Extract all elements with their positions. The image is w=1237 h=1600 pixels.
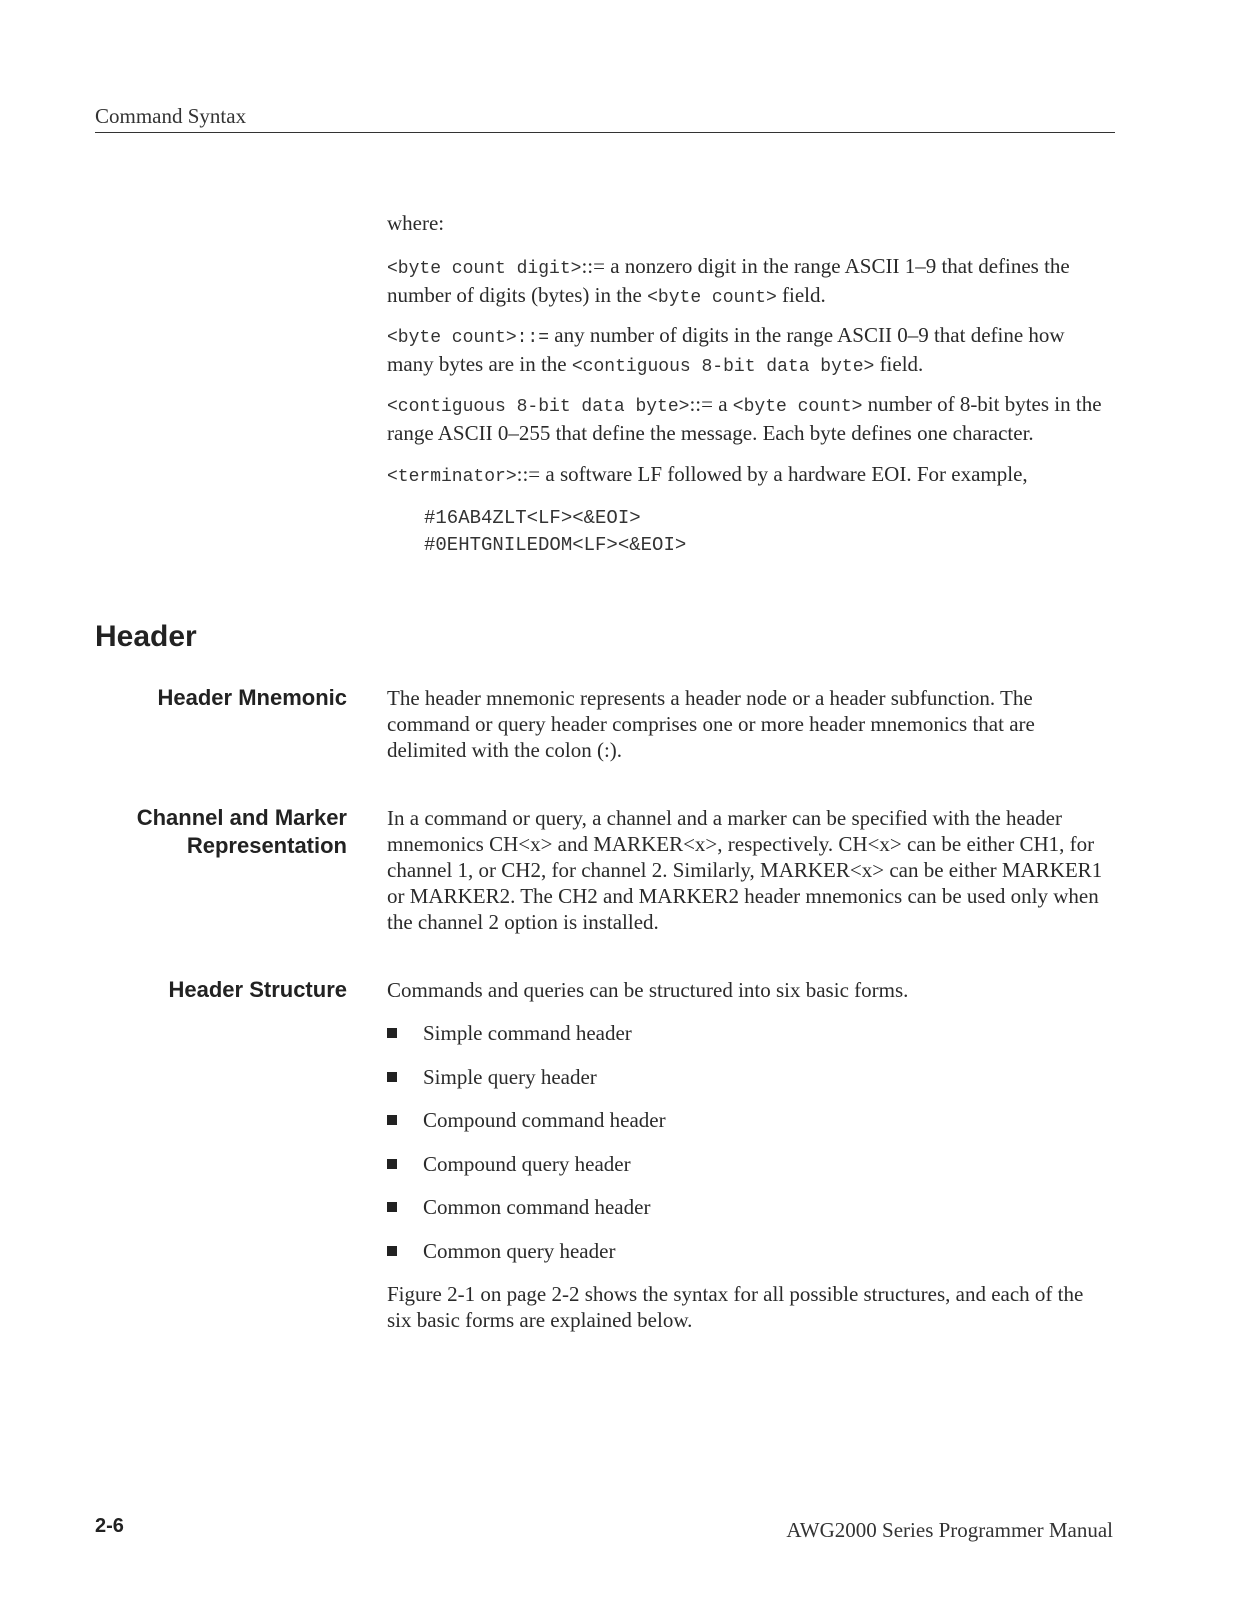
- list-item: Common command header: [387, 1194, 650, 1220]
- bullet-square-icon: [387, 1202, 397, 1212]
- section-title: Header: [95, 620, 197, 653]
- def-text: a nonzero digit in the range ASCII 1–9 that defines the number of digits (bytes) in the: [387, 254, 1070, 307]
- def-contiguous-byte: [387, 391, 1112, 446]
- list-item: Compound command header: [387, 1107, 666, 1133]
- bullet-square-icon: [387, 1028, 397, 1038]
- bullet-square-icon: [387, 1072, 397, 1082]
- bullet-square-icon: [387, 1246, 397, 1256]
- list-item: Compound query header: [387, 1151, 631, 1177]
- def-term-ref: <byte count>: [647, 288, 777, 308]
- code-example-1: #16AB4ZLT<LF><&EOI>: [424, 507, 641, 529]
- def-term: <terminator>: [387, 467, 517, 487]
- list-item: Common query header: [387, 1238, 615, 1264]
- def-terminator: [387, 461, 1112, 490]
- def-text: a software LF followed by a hardware EOI. For example,: [540, 462, 1028, 486]
- channel-marker-label-line2: Representation: [186, 833, 347, 858]
- manual-title: AWG2000 Series Programmer Manual: [786, 1518, 1113, 1542]
- channel-marker-label: [137, 804, 347, 860]
- def-text-end: number of 8-bit bytes in the range ASCII 0–255 that define the message. Each byte defines one character.: [387, 392, 1102, 445]
- bullet-square-icon: [387, 1115, 397, 1125]
- def-term: <contiguous 8-bit data byte>: [387, 397, 690, 417]
- def-text: any number of digits in the range ASCII 0–9 that define how many bytes are in the: [387, 323, 1065, 376]
- channel-marker-label-line1: Channel and Marker: [136, 805, 347, 830]
- def-term: <byte count digit>: [387, 259, 582, 279]
- header-structure-outro: Figure 2-1 on page 2-2 shows the syntax for all possible structures, and each of the six basic forms are explained below.: [387, 1282, 1084, 1332]
- channel-marker-text: In a command or query, a channel and a marker can be specified with the header mnemonics CH<x> and MARKER<x>, respectively. CH<x> can be either CH1, for channel 1, or CH2, for channel 2. Similarly, MARKER<x> can be either MARKER1 or MARKER2. The CH2 and MARKER2 header mnemonics can be used only when the channel 2 option is installed.: [387, 806, 1103, 934]
- def-term-ref: <contiguous 8-bit data byte>: [571, 357, 875, 377]
- def-text: a: [712, 392, 733, 416]
- list-item: Simple command header: [387, 1020, 632, 1046]
- def-text-end: field.: [776, 283, 826, 307]
- def-op: ::=: [516, 328, 550, 348]
- code-example-2: #0EHTGNILEDOM<LF><&EOI>: [424, 534, 687, 556]
- list-item: Simple query header: [387, 1064, 597, 1090]
- def-term: <byte count>: [387, 328, 517, 348]
- def-op: ::=: [689, 392, 713, 416]
- bullet-square-icon: [387, 1159, 397, 1169]
- where-label: where:: [387, 211, 445, 235]
- running-head: Command Syntax: [95, 104, 1115, 133]
- def-byte-count: [387, 322, 1112, 380]
- def-op: ::=: [581, 254, 605, 278]
- def-byte-count-digit: [387, 253, 1112, 311]
- def-op: ::=: [516, 462, 541, 486]
- def-text-end: field.: [874, 352, 924, 376]
- header-mnemonic-text: The header mnemonic represents a header node or a header subfunction. The command or query header comprises one or more header mnemonics that are delimited with the colon (:).: [387, 686, 1035, 762]
- header-structure-intro: Commands and queries can be structured into six basic forms.: [387, 978, 909, 1002]
- header-mnemonic-label: Header Mnemonic: [157, 685, 347, 710]
- header-structure-label: Header Structure: [168, 977, 347, 1002]
- def-term-ref: <byte count>: [732, 397, 863, 417]
- page-number: 2-6: [95, 1515, 124, 1537]
